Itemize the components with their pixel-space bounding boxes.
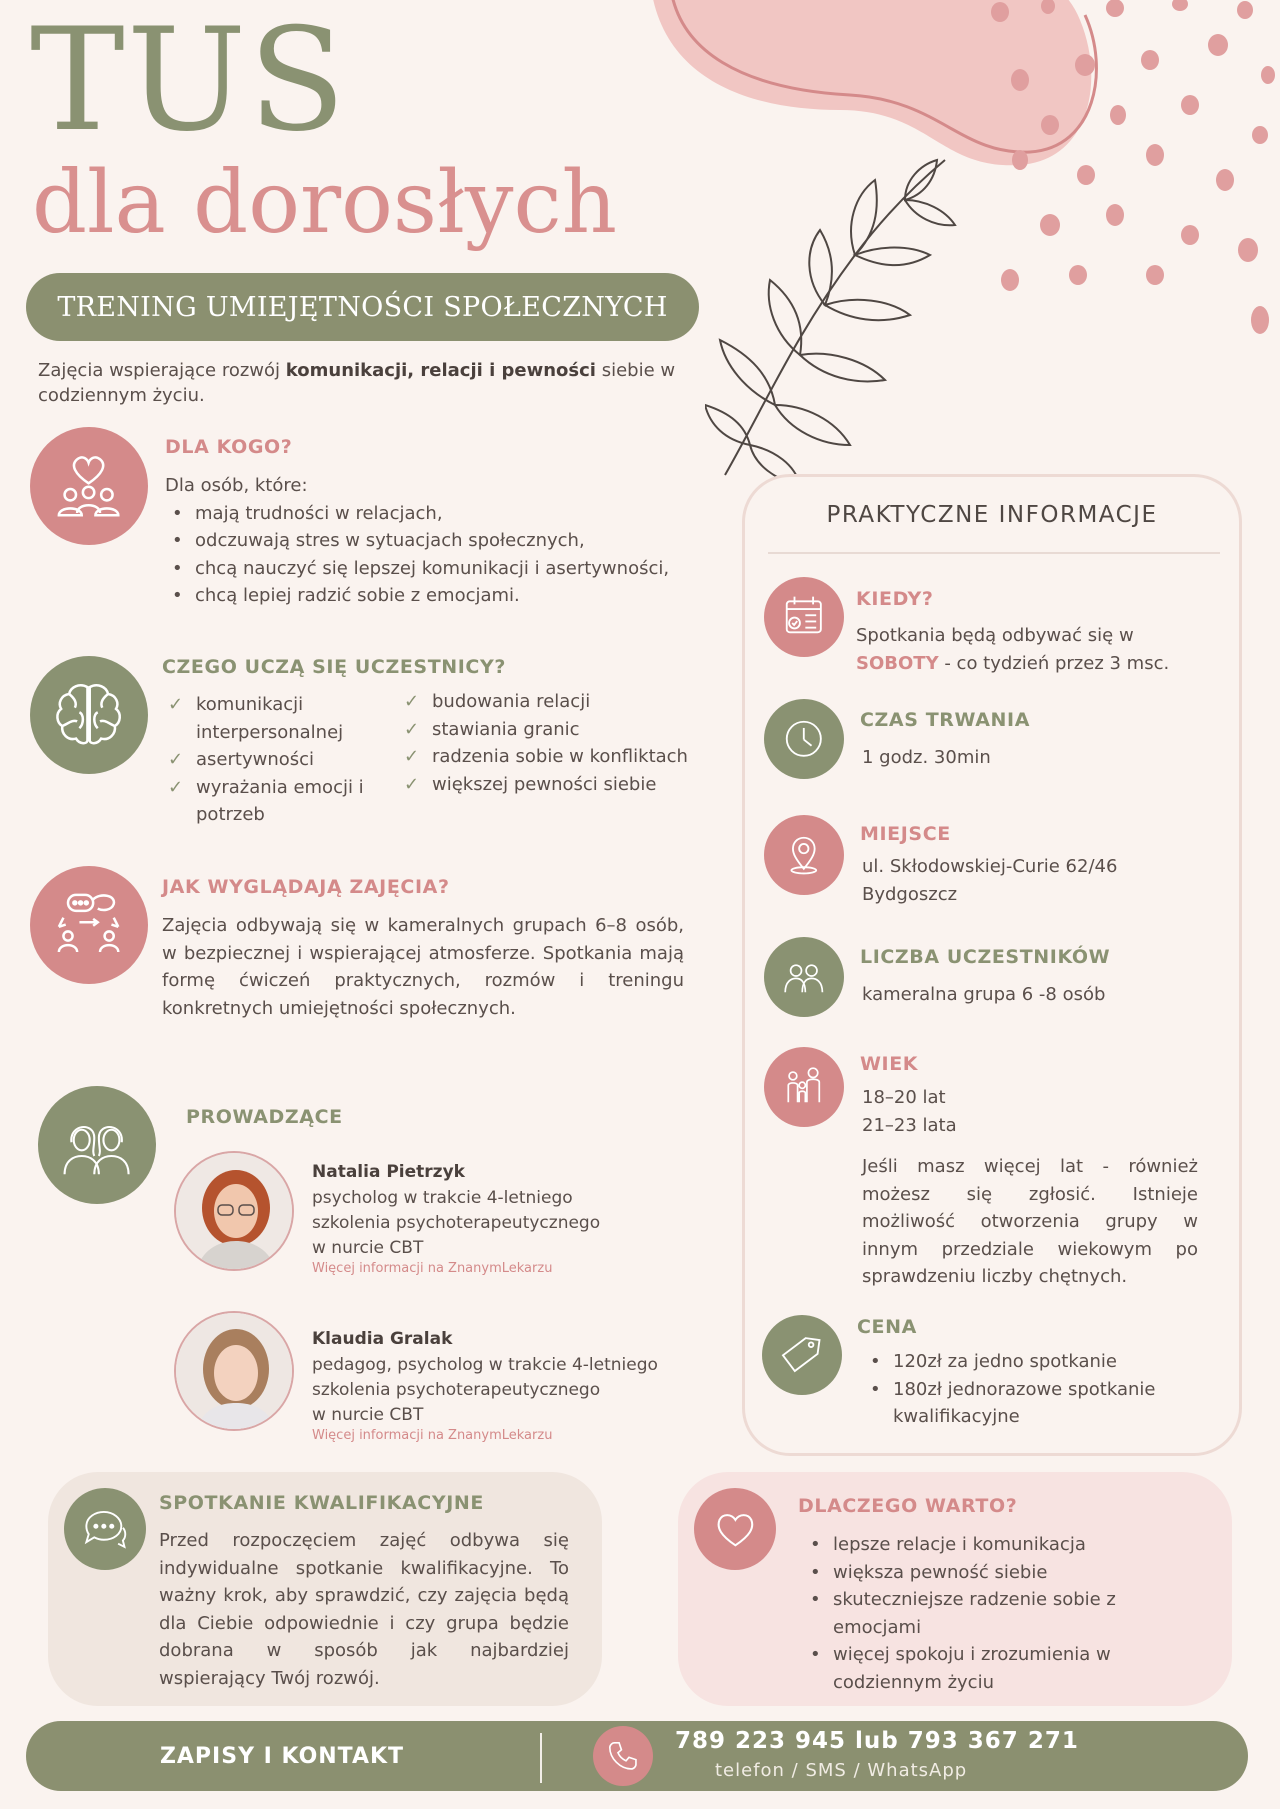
- znanylekarz-link[interactable]: Więcej informacji na ZnanymLekarzu: [312, 1261, 553, 1276]
- kiedy-line-rest: - co tydzień przez 3 msc.: [938, 652, 1170, 674]
- panel-title: PRAKTYCZNE INFORMACJE: [826, 502, 1158, 528]
- list-item-text: wyrażania emocji i potrzeb: [196, 776, 364, 825]
- person-desc-line: w nurcie CBT: [312, 1405, 424, 1425]
- clock-icon: [764, 699, 844, 779]
- cena-list: [860, 1348, 1210, 1431]
- list-item: • więcej spokoju i zrozumienia w codziennym życiu: [800, 1641, 1200, 1696]
- list-item-text: komunikacji interpersonalnej: [196, 694, 344, 743]
- women-icon: [38, 1086, 156, 1204]
- calendar-icon: [764, 577, 844, 657]
- check-icon: ✓: [168, 694, 184, 715]
- page-title: TUS: [30, 0, 348, 163]
- age-range: 21–23 lata: [862, 1114, 957, 1136]
- panel-divider: [768, 552, 1220, 554]
- check-icon: ✓: [404, 746, 420, 767]
- location-pin-icon: [764, 815, 844, 895]
- miejsce-text: [862, 853, 1117, 908]
- intro-text: [38, 358, 678, 408]
- address-city: Bydgoszcz: [862, 883, 958, 905]
- dla-kogo-heading: DLA KOGO?: [165, 436, 293, 458]
- check-icon: ✓: [404, 773, 420, 795]
- liczba-heading: LICZBA UCZESTNIKÓW: [860, 946, 1111, 968]
- decorative-dots: [990, 0, 1280, 340]
- list-item: [404, 743, 704, 771]
- wiek-heading: WIEK: [860, 1053, 919, 1075]
- kiedy-line: Spotkania będą odbywać się w: [856, 625, 1134, 646]
- wiek-note: Jeśli masz więcej lat - również możesz się zgłosić. Istnieje możliwość otworzenia grupy w innym przedziale wiekowym po sprawdzeniu liczby chętnych.: [862, 1156, 1198, 1287]
- warto-list: [800, 1531, 1200, 1696]
- list-item-text: większej pewności siebie: [432, 773, 657, 795]
- intro-text-bold: komunikacji, relacji i pewności: [285, 360, 596, 381]
- intro-text-end: siebie w codziennym życiu.: [38, 360, 676, 406]
- person-desc-line: psycholog w trakcie 4-letniego: [312, 1188, 573, 1208]
- list-item: [168, 774, 388, 829]
- person-card-klaudia: [312, 1329, 752, 1443]
- list-item: • 180zł jednorazowe spotkanie kwalifikacyjne: [860, 1376, 1210, 1431]
- heart-icon: [694, 1488, 776, 1570]
- person-card-natalia: [312, 1162, 752, 1276]
- list-item: [404, 688, 704, 716]
- contact-channels: telefon / SMS / WhatsApp: [715, 1760, 968, 1781]
- list-item: • 120zł za jedno spotkanie: [860, 1348, 1210, 1376]
- list-item: [168, 691, 388, 746]
- jak-heading: JAK WYGLĄDAJĄ ZAJĘCIA?: [162, 876, 450, 898]
- person-desc-line: w nurcie CBT: [312, 1238, 424, 1258]
- check-icon: ✓: [168, 776, 184, 798]
- conversation-icon: [30, 866, 148, 984]
- list-item: • większa pewność siebie: [800, 1559, 1200, 1587]
- heart-people-icon: [30, 427, 148, 545]
- list-item: [404, 771, 704, 799]
- list-item: • mają trudności w relacjach,: [162, 500, 745, 528]
- family-icon: [764, 1047, 844, 1127]
- wiek-ranges: [862, 1084, 957, 1139]
- list-item-text: asertywności: [196, 749, 315, 770]
- phone-numbers[interactable]: 789 223 945 lub 793 367 271: [675, 1728, 1079, 1754]
- czego-list-right: [404, 688, 704, 798]
- person-desc-line: pedagog, psycholog w trakcie 4-letniego: [312, 1355, 658, 1375]
- address-line: ul. Skłodowskiej-Curie 62/46: [862, 856, 1118, 877]
- czego-heading: CZEGO UCZĄ SIĘ UCZESTNICY?: [162, 656, 506, 678]
- person-name: Klaudia Gralak: [312, 1329, 453, 1349]
- kiedy-text: [856, 622, 1226, 677]
- list-item: • odczuwają stres w sytuacjach społecznych,: [162, 527, 745, 555]
- page-subtitle: dla dorosłych: [32, 153, 618, 253]
- warto-heading: DLACZEGO WARTO?: [798, 1495, 1018, 1517]
- age-range: 18–20 lat: [862, 1087, 946, 1108]
- list-item: • chcą nauczyć się lepszej komunikacji i asertywności,: [162, 555, 745, 583]
- avatar-klaudia: [174, 1311, 294, 1431]
- list-item-text: radzenia sobie w konfliktach: [432, 746, 688, 767]
- dla-kogo-section: [165, 472, 745, 610]
- liczba-text: kameralna grupa 6 -8 osób: [862, 984, 1106, 1005]
- list-item: • lepsze relacje i komunikacja: [800, 1531, 1200, 1559]
- kwalifikacyjne-text: Przed rozpoczęciem zajęć odbywa się indywidualne spotkanie kwalifikacyjne. To ważny krok, aby sprawdzić, czy zajęcia będą dla Ciebie odpowiednie i czy grupa będzie dobrana w sposób jak najbardziej wspierający Twój rozwój.: [159, 1530, 569, 1689]
- list-item: • chcą lepiej radzić sobie z emocjami.: [162, 582, 745, 610]
- brain-icon: [30, 656, 148, 774]
- check-icon: ✓: [168, 749, 184, 770]
- footer-divider: [540, 1733, 542, 1783]
- miejsce-heading: MIEJSCE: [860, 823, 951, 845]
- cena-heading: CENA: [857, 1316, 917, 1338]
- kiedy-line: [856, 650, 1226, 678]
- person-name: Natalia Pietrzyk: [312, 1162, 465, 1182]
- list-item-text: budowania relacji: [432, 691, 591, 712]
- jak-text: Zajęcia odbywają się w kameralnych grupach 6–8 osób, w bezpiecznej i wspierającej atmosferze. Spotkania mają formę ćwiczeń praktycznych, rozmów i treningu konkretnych umiejętności społecznych.: [162, 915, 684, 1019]
- intro-text-start: Zajęcia wspierające rozwój: [38, 360, 286, 381]
- kiedy-heading: KIEDY?: [856, 588, 934, 610]
- czas-text: 1 godz. 30min: [862, 747, 991, 768]
- dla-kogo-lead: Dla osób, które:: [165, 475, 308, 496]
- list-item: [168, 746, 388, 774]
- program-banner: TRENING UMIEJĘTNOŚCI SPOŁECZNYCH: [26, 273, 699, 341]
- person-desc-line: szkolenia psychoterapeutycznego: [312, 1380, 601, 1400]
- czas-heading: CZAS TRWANIA: [860, 709, 1030, 731]
- znanylekarz-link[interactable]: Więcej informacji na ZnanymLekarzu: [312, 1428, 553, 1443]
- price-tag-icon: [762, 1315, 842, 1395]
- avatar-natalia: [174, 1151, 294, 1271]
- prowadzace-heading: PROWADZĄCE: [186, 1106, 343, 1128]
- decorative-leaf-branch: [705, 155, 965, 485]
- list-item: • skuteczniejsze radzenie sobie z emocjami: [800, 1586, 1200, 1641]
- zapisy-kontakt-label[interactable]: ZAPISY I KONTAKT: [159, 1743, 405, 1769]
- phone-icon: [593, 1726, 653, 1786]
- person-desc-line: szkolenia psychoterapeutycznego: [312, 1213, 601, 1233]
- check-icon: ✓: [404, 718, 420, 740]
- check-icon: ✓: [404, 691, 420, 712]
- czego-list-left: [168, 691, 388, 829]
- kiedy-highlight: SOBOTY: [856, 652, 939, 674]
- list-item: [404, 716, 704, 744]
- list-item-text: stawiania granic: [432, 718, 580, 740]
- chat-bubbles-icon: [64, 1488, 146, 1570]
- kwalifikacyjne-heading: SPOTKANIE KWALIFIKACYJNE: [159, 1492, 484, 1514]
- group-icon: [764, 937, 844, 1017]
